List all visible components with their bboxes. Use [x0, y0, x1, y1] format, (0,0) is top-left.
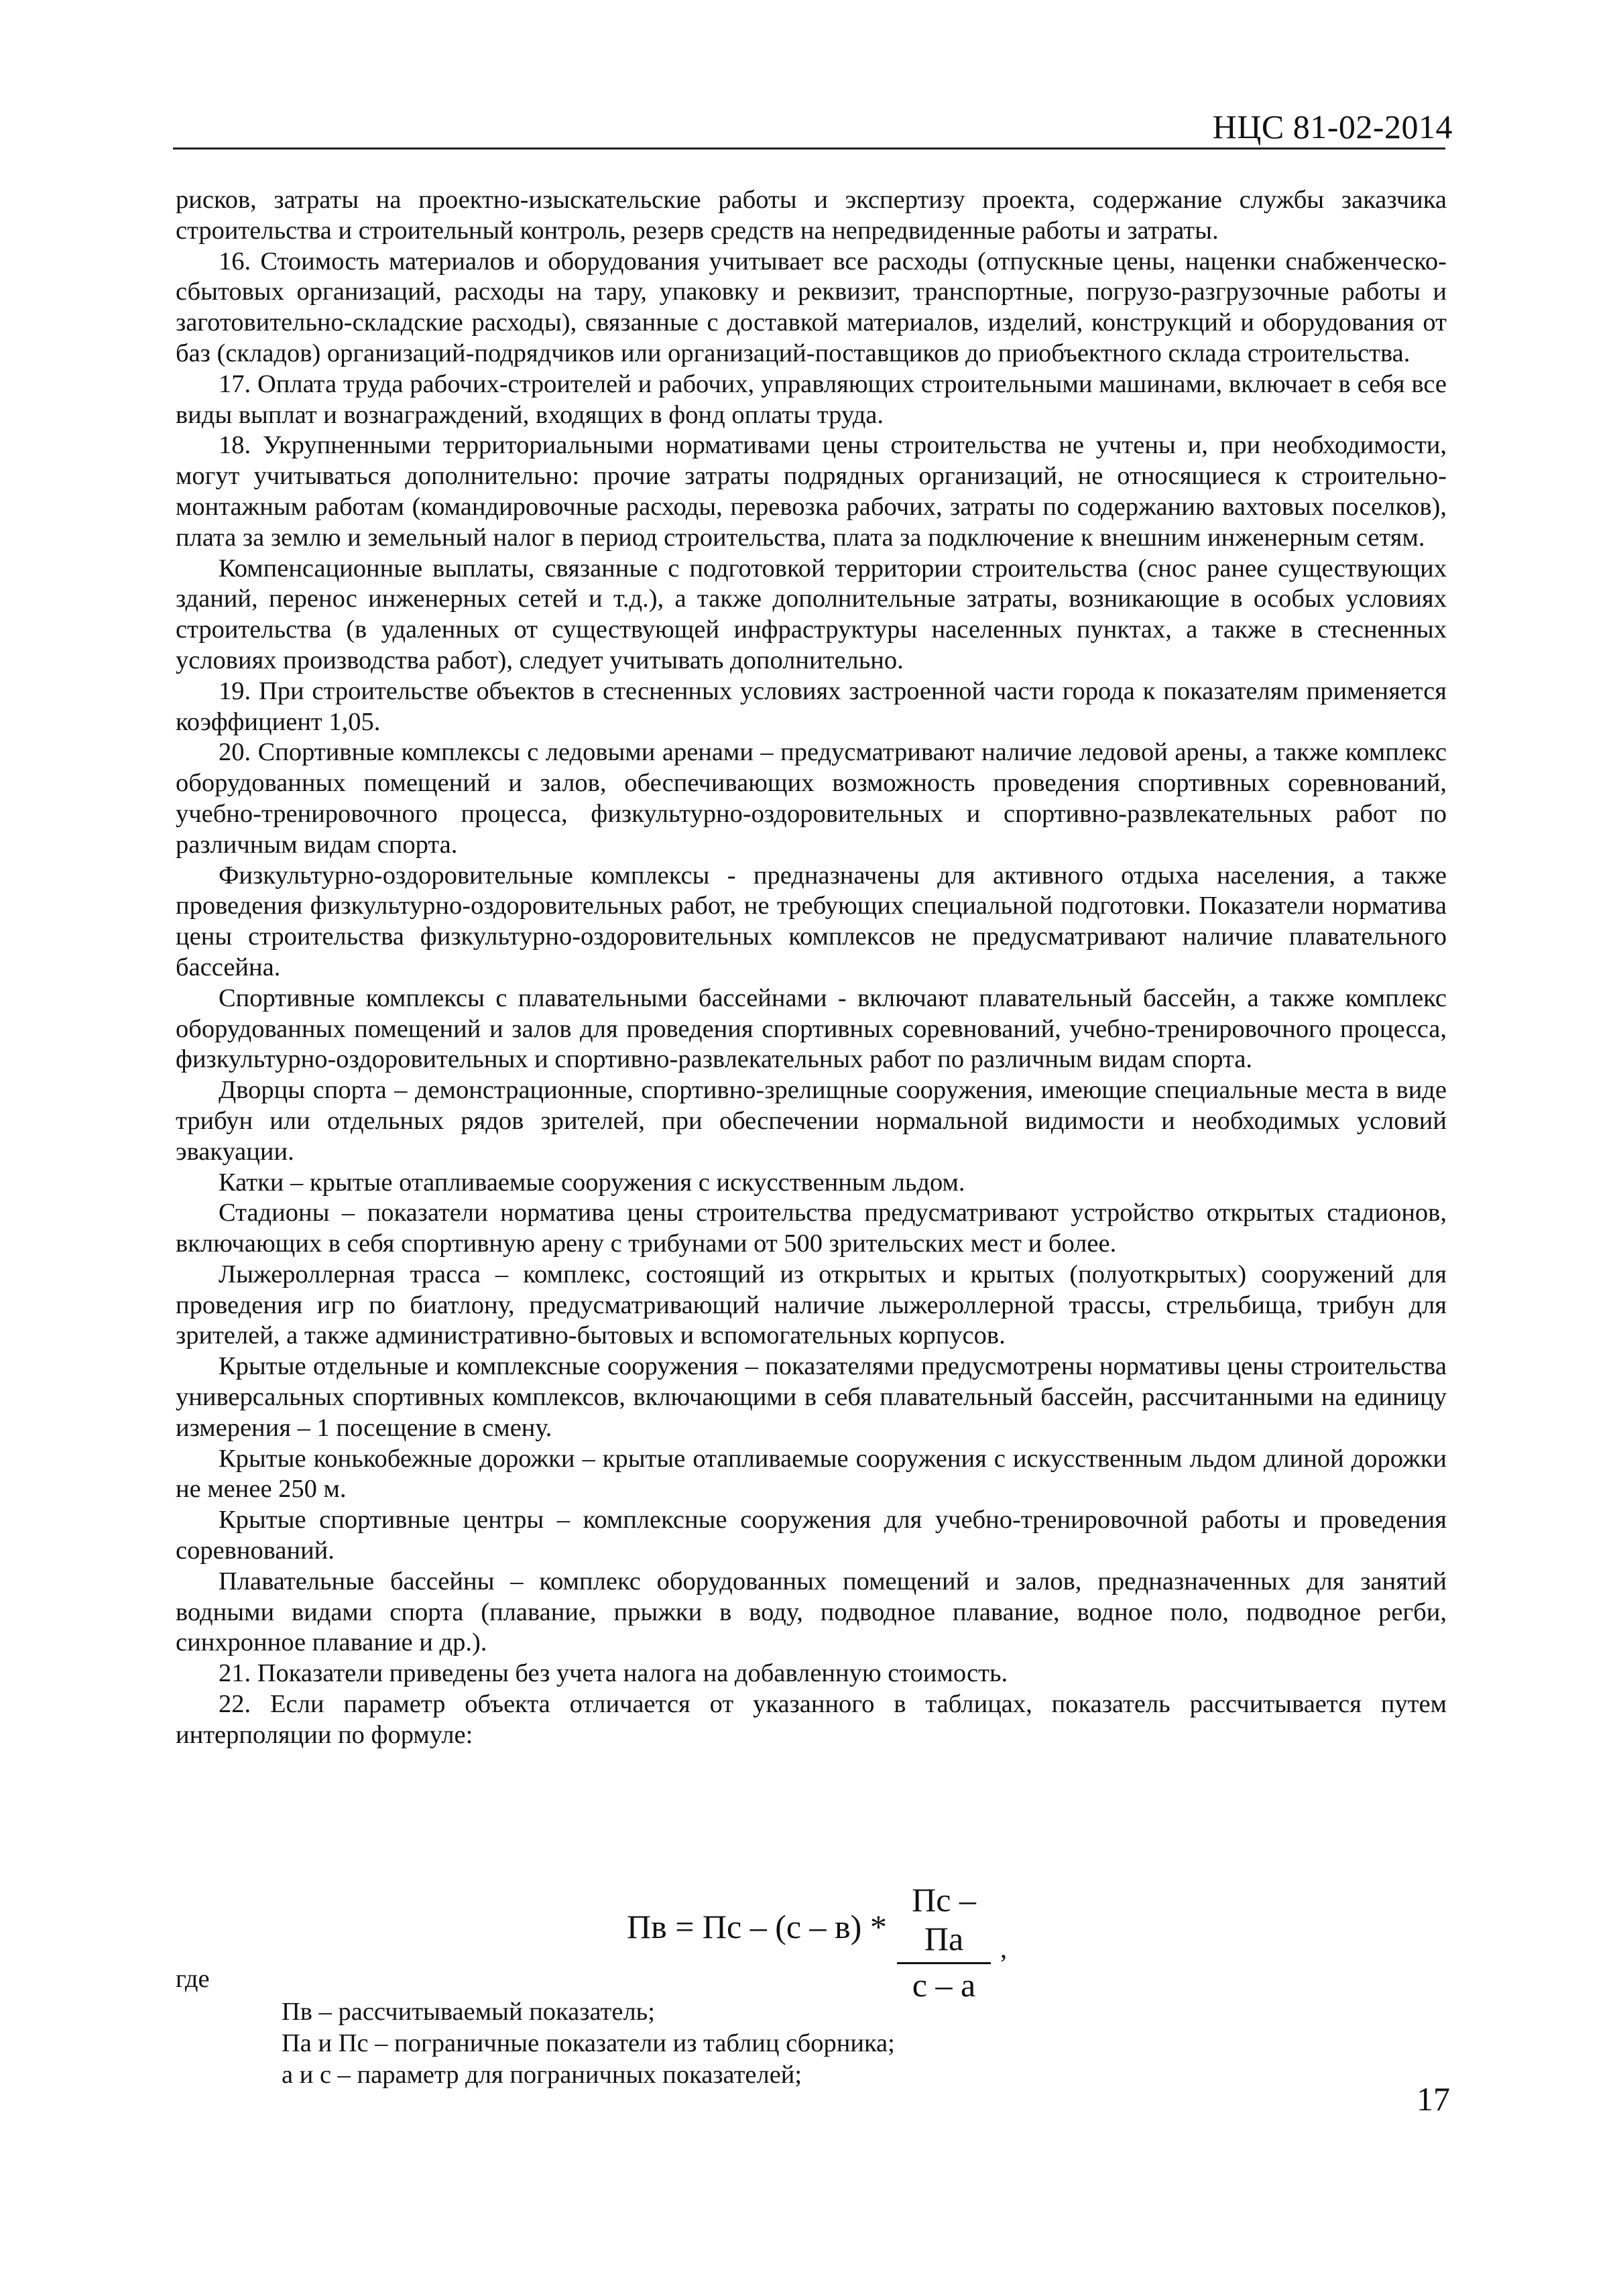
document-code: НЦС 81-02-2014 — [1212, 108, 1453, 145]
paragraph: Дворцы спорта – демонстрационные, спортивно-зрелищные сооружения, имеющие специальные места в виде трибун или отдельных рядов зрителей, при обеспечении нормальной видимости и необходимых условий эвакуации. — [176, 1076, 1447, 1166]
paragraph: Лыжероллерная трасса – комплекс, состоящий из открытых и крытых (полуоткрытых) сооружений для проведения игр по биатлону, предусматривающий наличие лыжероллерной трассы, стрельбища, трибун для зрителей, а также административно-бытовых и вспомогательных корпусов. — [176, 1260, 1447, 1350]
definition-item: а и с – параметр для пограничных показателей; — [282, 2061, 802, 2089]
paragraph: 22. Если параметр объекта отличается от указанного в таблицах, показатель рассчитывается путем интерполяции по формуле: — [176, 1690, 1447, 1749]
paragraph: 18. Укрупненными территориальными нормативами цены строительства не учтены и, при необходимости, могут учитываться дополнительно: прочие затраты подрядных организаций, не относящиеся к строительно-монтажным работам (командировочные расходы, перевозка рабочих, затраты по содержанию вахтовых поселков), плата за землю и земельный налог в период строительства, плата за подключение к внешним инженерным сетям. — [176, 431, 1447, 552]
paragraph: 16. Стоимость материалов и оборудования учитывает все расходы (отпускные цены, наценки снабженческо-сбытовых организаций, расходы на тару, упаковку и реквизит, транспортные, погрузо-разгрузочные работы и заготовительно-складские расходы), связанные с доставкой материалов, изделий, конструкций и оборудования от баз (складов) организаций-подрядчиков или организаций-поставщиков до приобъектного склада строительства. — [176, 247, 1447, 367]
paragraph: 21. Показатели приведены без учета налога на добавленную стоимость. — [219, 1659, 1008, 1688]
formula-comma: , — [1000, 1933, 1007, 1963]
paragraph: 19. При строительстве объектов в стесненных условиях застроенной части города к показателям применяется коэффициент 1,05. — [176, 676, 1447, 736]
paragraph: Физкультурно-оздоровительные комплексы - предназначены для активного отдыха населения, а также проведения физкультурно-оздоровительных работ, не требующих специальной подготовки. Показатели норматива цены строительства физкультурно-оздоровительных комплексов не предусматривают наличие плавательного бассейна. — [176, 861, 1447, 981]
paragraph: Крытые конькобежные дорожки – крытые отапливаемые сооружения с искусственным льдом длиной дорожки не менее 250 м. — [176, 1444, 1447, 1504]
paragraph: Катки – крытые отапливаемые сооружения с искусственным льдом. — [219, 1168, 965, 1197]
definition-item: Па и Пс – пограничные показатели из таблиц сборника; — [282, 2029, 895, 2057]
header-divider — [173, 147, 1445, 149]
paragraph: Стадионы – показатели норматива цены строительства предусматривают устройство открытых стадионов, включающих в себя спортивную арену с трибунами от 500 зрительских мест и более. — [176, 1199, 1447, 1258]
where-label: где — [176, 1965, 210, 1993]
paragraph: Плавательные бассейны – комплекс оборудованных помещений и залов, предназначенных для занятий водными видами спорта (плавание, прыжки в воду, подводное плавание, водное поло, подводное регби, синхронное плавание и др.). — [176, 1567, 1447, 1657]
paragraph: 20. Спортивные комплексы с ледовыми аренами – предусматривают наличие ледовой арены, а также комплекс оборудованных помещений и залов, обеспечивающих возможность проведения спортивных соревнований, учебно-тренировочного процесса, физкультурно-оздоровительных и спортивно-развлекательных работ по различным видам спорта. — [176, 738, 1447, 859]
variable-definitions — [282, 1996, 1421, 2091]
paragraph: 17. Оплата труда рабочих-строителей и рабочих, управляющих строительными машинами, включает в себя все виды выплат и вознаграждений, входящих в фонд оплаты труда. — [176, 369, 1447, 429]
paragraph: Крытые отдельные и комплексные сооружения – показателями предусмотрены нормативы цены строительства универсальных спортивных комплексов, включающими в себя плавательный бассейн, рассчитанными на единицу измерения – 1 посещение в смену. — [176, 1352, 1447, 1442]
page-number: 17 — [1417, 2080, 1450, 2118]
paragraph: Компенсационные выплаты, связанные с подготовкой территории строительства (снос ранее существующих зданий, перенос инженерных сетей и т.д.), а также дополнительные затраты, возникающие в особых условиях строительства (в удаленных от существующей инфраструктуры населенных пунктах, а также в стесненных условиях производства работ), следует учитывать дополнительно. — [176, 554, 1447, 674]
paragraph: рисков, затраты на проектно-изыскательские работы и экспертизу проекта, содержание службы заказчика строительства и строительный контроль, резерв средств на непредвиденные работы и затраты. — [176, 186, 1447, 245]
definition-item: Пв – рассчитываемый показатель; — [282, 1998, 655, 2026]
interpolation-formula — [627, 1880, 1096, 2004]
paragraph: Крытые спортивные центры – комплексные сооружения для учебно-тренировочной работы и проведения соревнований. — [176, 1506, 1447, 1565]
paragraph: Спортивные комплексы с плавательными бассейнами - включают плавательный бассейн, а также комплекс оборудованных помещений и залов для проведения спортивных соревнований, учебно-тренировочного процесса, физкультурно-оздоровительных и спортивно-развлекательных работ по различным видам спорта. — [176, 983, 1447, 1074]
body-text — [176, 185, 1447, 1751]
formula-fraction — [897, 1880, 991, 2004]
formula-denominator: с – а — [912, 1966, 976, 2004]
formula-lhs: Пв = Пс – (с – в) * — [627, 1908, 887, 1945]
formula-numerator: Пс – Па — [912, 1881, 976, 1957]
